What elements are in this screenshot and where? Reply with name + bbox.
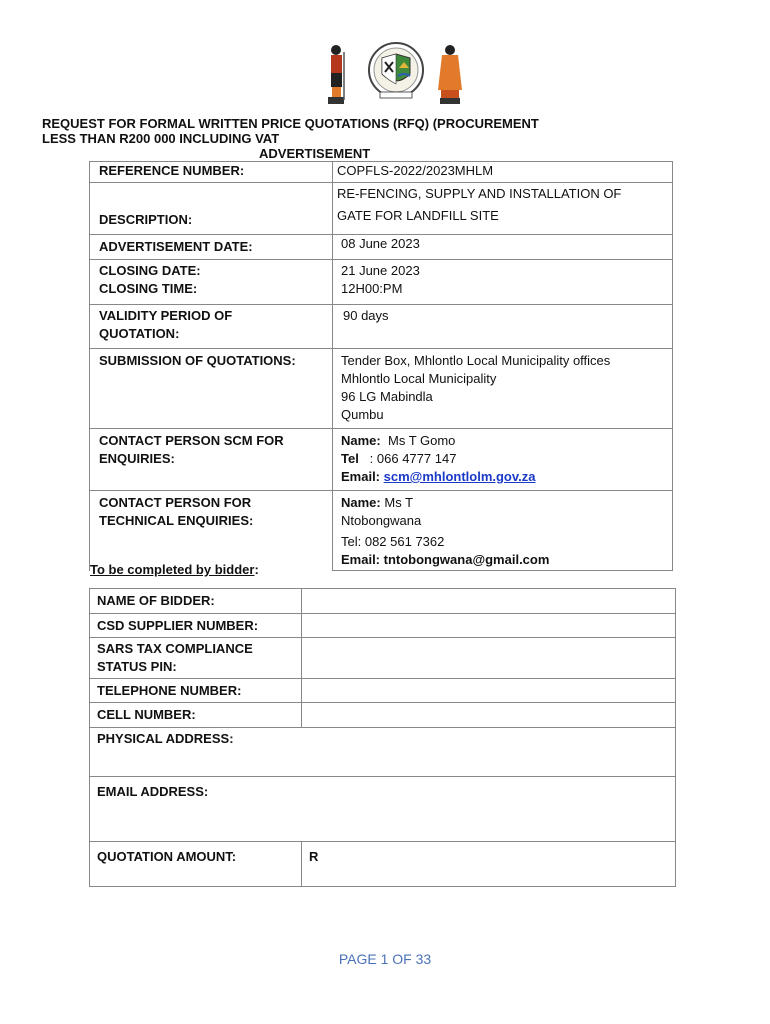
physical-address-label: PHYSICAL ADDRESS: bbox=[97, 731, 234, 746]
row-quotation-amount bbox=[90, 842, 676, 887]
description-line-1: RE-FENCING, SUPPLY AND INSTALLATION OF bbox=[337, 186, 622, 201]
tech-name-1: Ms T bbox=[384, 495, 414, 510]
tech-label-line-1: CONTACT PERSON FOR bbox=[99, 495, 252, 510]
sars-pin-label bbox=[90, 638, 302, 679]
scm-label-line-2: ENQUIRIES: bbox=[99, 451, 175, 466]
submission-line-4: Qumbu bbox=[341, 407, 384, 422]
row-scm-contact bbox=[90, 429, 673, 491]
crest-shield bbox=[369, 43, 423, 98]
closing-time-value: 12H00:PM bbox=[341, 281, 403, 296]
tech-tel: Tel: 082 561 7362 bbox=[341, 534, 445, 549]
csd-number-field[interactable] bbox=[302, 614, 676, 638]
tech-label-line-2: TECHNICAL ENQUIRIES: bbox=[99, 513, 254, 528]
bidder-section-colon: : bbox=[254, 562, 259, 577]
submission-line-1: Tender Box, Mhlontlo Local Municipality offices bbox=[341, 353, 611, 368]
bidder-section-label bbox=[90, 562, 259, 577]
scm-tel-line bbox=[341, 450, 666, 468]
closing-time-label: CLOSING TIME: bbox=[99, 281, 198, 296]
scm-tel: : 066 4777 147 bbox=[369, 451, 457, 466]
description-value bbox=[333, 183, 673, 235]
row-reference bbox=[90, 162, 673, 183]
tech-contact-label bbox=[90, 491, 333, 571]
reference-label: REFERENCE NUMBER: bbox=[90, 162, 333, 183]
tech-name-2: Ntobongwana bbox=[341, 513, 422, 528]
bidder-name-label: NAME OF BIDDER: bbox=[90, 589, 302, 614]
telephone-field[interactable] bbox=[302, 679, 676, 703]
crest-right-figure bbox=[438, 45, 462, 104]
tech-email: Email: tntobongwana@gmail.com bbox=[341, 552, 550, 567]
sars-label-line-2: STATUS PIN: bbox=[97, 659, 177, 674]
csd-number-label: CSD SUPPLIER NUMBER: bbox=[90, 614, 302, 638]
scm-email-line bbox=[341, 468, 666, 486]
cell-label: CELL NUMBER: bbox=[90, 703, 302, 728]
scm-tel-label: Tel bbox=[341, 451, 359, 466]
closing-labels bbox=[90, 260, 333, 305]
email-address-field[interactable] bbox=[90, 777, 676, 842]
page-number: PAGE 1 OF 33 bbox=[338, 951, 432, 967]
document-heading bbox=[42, 116, 682, 161]
scm-email-link[interactable]: scm@mhlontlolm.gov.za bbox=[383, 469, 536, 484]
row-physical-address bbox=[90, 728, 676, 777]
scm-name: Ms T Gomo bbox=[387, 433, 456, 448]
telephone-label: TELEPHONE NUMBER: bbox=[90, 679, 302, 703]
bidder-section-text: To be completed by bidder bbox=[90, 562, 255, 577]
row-validity bbox=[90, 305, 673, 349]
heading-line-2: LESS THAN R200 000 INCLUDING VAT bbox=[42, 131, 280, 146]
sars-pin-field[interactable] bbox=[302, 638, 676, 679]
row-csd-number bbox=[90, 614, 676, 638]
quotation-amount-label: QUOTATION AMOUNT: bbox=[90, 842, 302, 887]
submission-label: SUBMISSION OF QUOTATIONS: bbox=[90, 349, 333, 429]
bidder-form-table bbox=[89, 588, 676, 887]
tech-contact-value bbox=[333, 491, 673, 571]
heading-line-3: ADVERTISEMENT bbox=[259, 146, 371, 161]
row-sars-pin bbox=[90, 638, 676, 679]
row-submission bbox=[90, 349, 673, 429]
bidder-name-field[interactable] bbox=[302, 589, 676, 614]
crest-left-figure bbox=[328, 45, 344, 104]
validity-label-line-1: VALIDITY PERIOD OF bbox=[99, 308, 233, 323]
closing-date-label: CLOSING DATE: bbox=[99, 263, 201, 278]
physical-address-field[interactable] bbox=[90, 728, 676, 777]
row-bidder-name bbox=[90, 589, 676, 614]
ad-date-label: ADVERTISEMENT DATE: bbox=[90, 235, 333, 260]
reference-value: COPFLS-2022/2023MHLM bbox=[333, 162, 673, 183]
validity-value: 90 days bbox=[333, 305, 673, 349]
tech-name-line bbox=[341, 494, 666, 512]
scm-contact-label bbox=[90, 429, 333, 491]
description-line-2: GATE FOR LANDFILL SITE bbox=[337, 208, 499, 223]
row-closing bbox=[90, 260, 673, 305]
submission-value bbox=[333, 349, 673, 429]
scm-email-label: Email: bbox=[341, 469, 381, 484]
rfq-details-table bbox=[89, 161, 673, 571]
validity-label bbox=[90, 305, 333, 349]
row-email-address bbox=[90, 777, 676, 842]
municipal-crest-logo bbox=[322, 40, 470, 110]
row-ad-date bbox=[90, 235, 673, 260]
validity-label-line-2: QUOTATION: bbox=[99, 326, 180, 341]
description-label: DESCRIPTION: bbox=[90, 183, 333, 235]
tech-name-label: Name: bbox=[341, 495, 381, 510]
scm-label-line-1: CONTACT PERSON SCM FOR bbox=[99, 433, 284, 448]
row-telephone bbox=[90, 679, 676, 703]
closing-values bbox=[333, 260, 673, 305]
closing-date-value: 21 June 2023 bbox=[341, 263, 420, 278]
row-tech-contact bbox=[90, 491, 673, 571]
row-description bbox=[90, 183, 673, 235]
heading-line-1: REQUEST FOR FORMAL WRITTEN PRICE QUOTATIONS (RFQ) (PROCUREMENT bbox=[42, 116, 539, 131]
email-address-label: EMAIL ADDRESS: bbox=[97, 784, 209, 799]
submission-line-3: 96 LG Mabindla bbox=[341, 389, 433, 404]
row-cell bbox=[90, 703, 676, 728]
scm-contact-value bbox=[333, 429, 673, 491]
cell-field[interactable] bbox=[302, 703, 676, 728]
submission-line-2: Mhlontlo Local Municipality bbox=[341, 371, 497, 386]
scm-name-line bbox=[341, 432, 666, 450]
scm-name-label: Name: bbox=[341, 433, 381, 448]
ad-date-value: 08 June 2023 bbox=[333, 235, 673, 260]
quotation-amount-field[interactable]: R bbox=[302, 842, 676, 887]
sars-label-line-1: SARS TAX COMPLIANCE bbox=[97, 641, 253, 656]
